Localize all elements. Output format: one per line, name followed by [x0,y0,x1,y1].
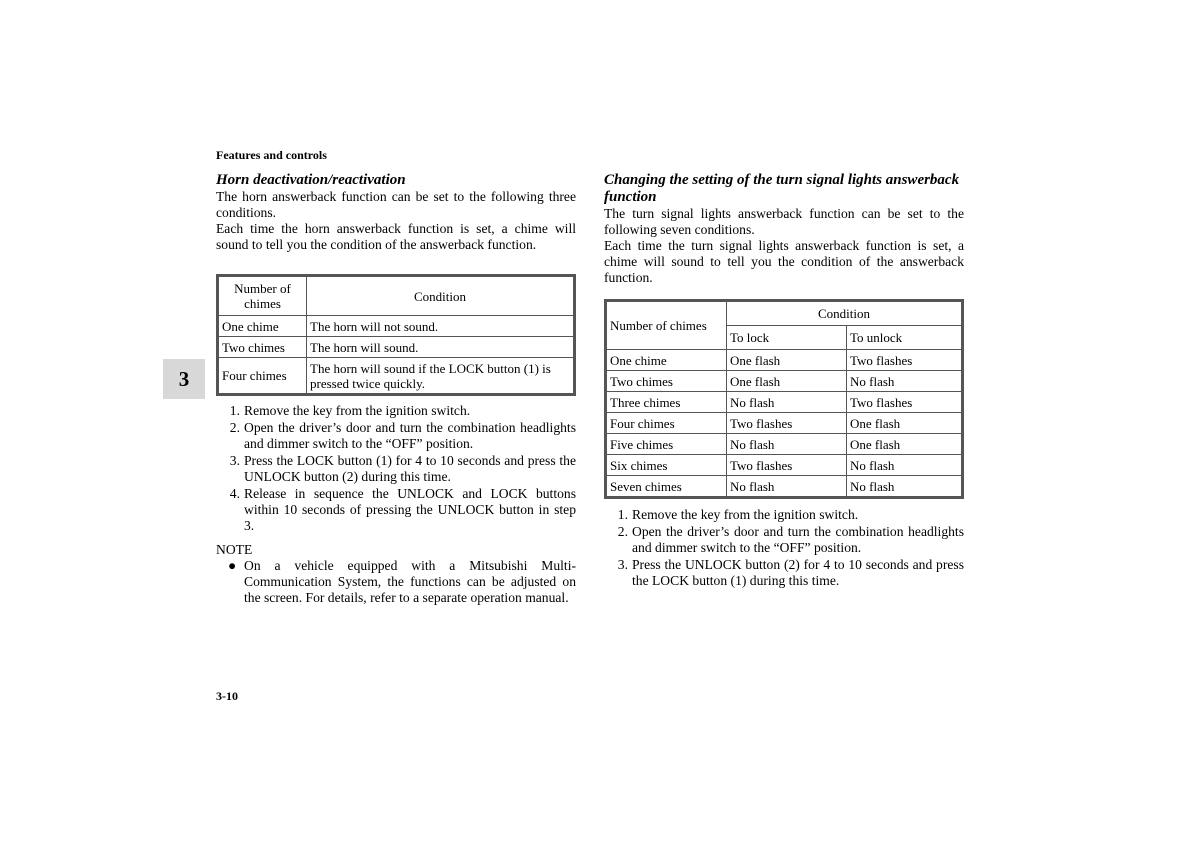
chimes-cell: Five chimes [607,434,727,455]
note-text: On a vehicle equipped with a Mitsubishi Multi-Communication System, the functions can be adjusted on the screen. For details, refer to a separate operation manual. [244,558,576,605]
list-item [604,507,964,523]
chimes-cell: One chime [607,350,727,371]
unlock-cell: One flash [847,413,962,434]
turn-table-header-unlock: To unlock [847,326,962,350]
lock-cell: No flash [727,476,847,497]
step-text: Open the driver’s door and turn the combination headlights and dimmer switch to the “OFF” position. [244,420,576,451]
step-number: 2. [229,420,240,435]
step-number: 3. [617,557,628,572]
bullet-icon: ● [228,558,237,573]
list-item [216,403,576,419]
chimes-cell: Seven chimes [607,476,727,497]
horn-section-title: Horn deactivation/reactivation [216,172,406,188]
step-text: Remove the key from the ignition switch. [632,507,859,522]
chimes-cell: One chime [219,316,307,337]
condition-cell: The horn will sound. [307,337,574,358]
table-row [607,476,962,497]
chimes-cell: Four chimes [219,358,307,394]
table-row [607,413,962,434]
step-number: 4. [229,486,240,501]
section-header: Features and controls [216,148,327,162]
lock-cell: No flash [727,392,847,413]
horn-table-header-condition: Condition [307,277,574,316]
table-row [219,337,574,358]
list-item [216,486,576,534]
step-number: 2. [617,524,628,539]
chimes-cell: Two chimes [607,371,727,392]
chapter-tab: 3 [163,359,205,399]
turn-signal-steps-list [604,507,964,589]
table-row [219,316,574,337]
list-item [604,524,964,556]
note-bullet-item [216,558,576,606]
horn-intro-paragraph: The horn answerback function can be set to the following three conditions. [216,189,576,220]
turn-table-header-lock: To lock [727,326,847,350]
unlock-cell: One flash [847,434,962,455]
lock-cell: Two flashes [727,413,847,434]
left-column [216,172,576,606]
step-text: Remove the key from the ignition switch. [244,403,471,418]
turn-signal-chime-paragraph: Each time the turn signal lights answerback function is set, a chime will sound to tell you the condition of the answerback function. [604,238,964,285]
right-column [604,172,964,590]
table-row [607,434,962,455]
turn-table-header-condition: Condition [727,302,962,326]
chimes-cell: Four chimes [607,413,727,434]
chimes-cell: Six chimes [607,455,727,476]
chimes-cell: Two chimes [219,337,307,358]
turn-table-header-chimes: Number of chimes [607,302,727,350]
step-number: 3. [229,453,240,468]
turn-signal-table [604,299,964,499]
table-row [219,358,574,394]
step-text: Press the LOCK button (1) for 4 to 10 seconds and press the UNLOCK button (2) during this time. [244,453,576,484]
horn-table-header-chimes: Number of chimes [219,277,307,316]
lock-cell: Two flashes [727,455,847,476]
step-number: 1. [229,403,240,418]
horn-chime-paragraph: Each time the horn answerback function is set, a chime will sound to tell you the condition of the answerback function. [216,221,576,252]
lock-cell: One flash [727,350,847,371]
table-row [607,392,962,413]
horn-steps-list [216,403,576,534]
step-text: Press the UNLOCK button (2) for 4 to 10 seconds and press the LOCK button (1) during this time. [632,557,964,588]
unlock-cell: Two flashes [847,350,962,371]
table-row [607,350,962,371]
chimes-cell: Three chimes [607,392,727,413]
list-item [604,557,964,589]
note-label: NOTE [216,542,253,557]
table-row [607,455,962,476]
unlock-cell: Two flashes [847,392,962,413]
unlock-cell: No flash [847,476,962,497]
step-text: Release in sequence the UNLOCK and LOCK buttons within 10 seconds of pressing the UNLOCK button in step 3. [244,486,576,533]
page-number: 3-10 [216,689,238,703]
list-item [216,453,576,485]
step-number: 1. [617,507,628,522]
condition-cell: The horn will not sound. [307,316,574,337]
turn-signal-intro-paragraph: The turn signal lights answerback function can be set to the following seven conditions. [604,206,964,237]
unlock-cell: No flash [847,371,962,392]
list-item [216,420,576,452]
unlock-cell: No flash [847,455,962,476]
table-row [607,371,962,392]
step-text: Open the driver’s door and turn the combination headlights and dimmer switch to the “OFF” position. [632,524,964,555]
lock-cell: No flash [727,434,847,455]
condition-cell: The horn will sound if the LOCK button (1) is pressed twice quickly. [307,358,574,394]
turn-signal-section-title: Changing the setting of the turn signal lights answerback function [604,172,960,205]
lock-cell: One flash [727,371,847,392]
horn-table [216,274,576,396]
